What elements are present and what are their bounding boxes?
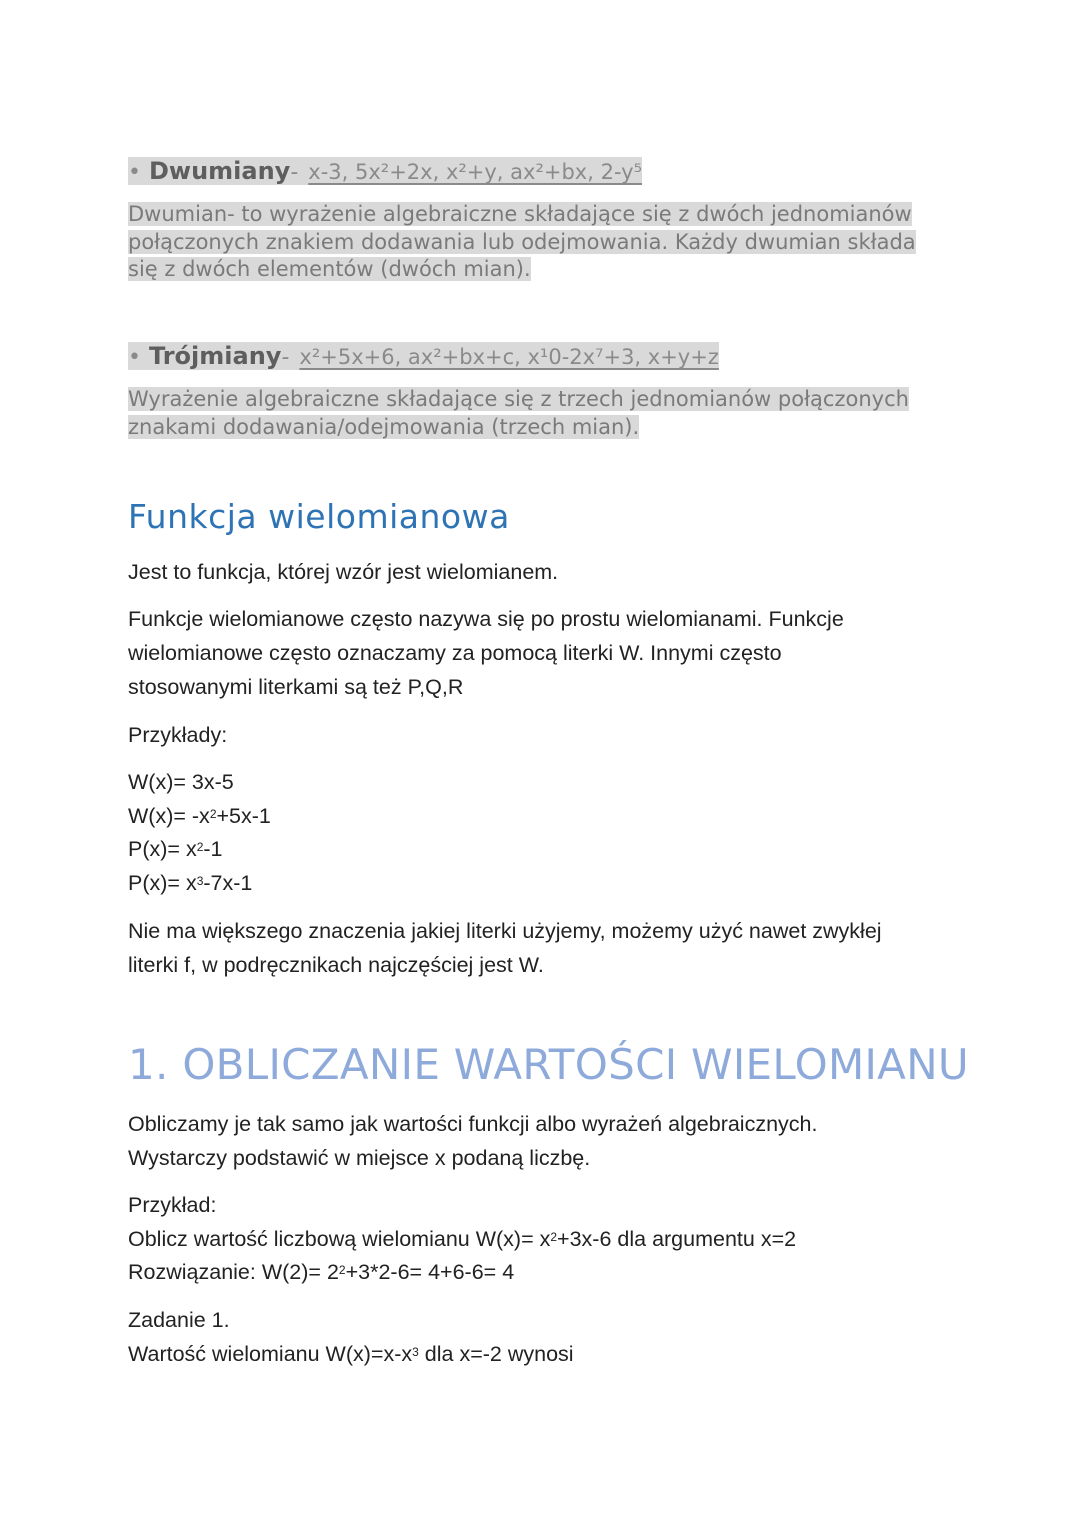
- definition-line: połączonych znakiem dodawania lub odejmowania. Każdy dwumian składa: [128, 229, 916, 254]
- examples-label: Przykłady:: [128, 723, 228, 747]
- funkcja-intro: Jest to funkcja, której wzór jest wielomianem.: [128, 560, 559, 584]
- obliczanie-heading: 1. OBLICZANIE WARTOŚCI WIELOMIANU: [128, 1040, 969, 1089]
- definition-line: Dwumian- to wyrażenie algebraiczne składające się z dwóch jednomianów: [128, 202, 912, 226]
- trojmiany-definition: [128, 386, 948, 441]
- bullet-icon: •: [128, 160, 141, 185]
- paragraph-line: stosowanymi literkami są też P,Q,R: [128, 675, 464, 699]
- example-formula: $P(x)= x^2-1$: [128, 837, 223, 861]
- dwumiany-term: Dwumiany: [148, 157, 291, 185]
- dwumiany-examples: x-3, 5x²+2x, x²+y, ax²+bx, 2-y⁵: [308, 160, 642, 184]
- example-formula: W(x)= 3x-5: [128, 770, 234, 794]
- funkcja-note: [128, 914, 948, 982]
- trojmiany-term: Trójmiany: [148, 342, 282, 370]
- paragraph-line: wielomianowe często oznaczamy za pomocą literki W. Innymi często: [128, 641, 782, 665]
- example-solution: Rozwiązanie: $W(2)= 2^2+3*2-6= 4+6-6= 4$: [128, 1260, 515, 1284]
- definition-line: znakami dodawania/odejmowania (trzech mian).: [128, 414, 640, 439]
- term-dash: -: [290, 160, 299, 185]
- dwumiany-definition: [128, 201, 948, 284]
- task-1: [128, 1304, 948, 1371]
- example-formula: $P(x)= x^3-7x-1$: [128, 870, 253, 895]
- definition-line: się z dwóch elementów (dwóch mian).: [128, 257, 531, 281]
- obliczanie-intro: [128, 1107, 948, 1175]
- dwumiany-term-line: [128, 157, 642, 185]
- paragraph-line: Funkcje wielomianowe często nazywa się po prostu wielomianami. Funkcje: [128, 607, 844, 631]
- task-text: Wartość wielomianu $W(x)=x-x^3$ dla x=-2 wynosi: [128, 1341, 574, 1366]
- bullet-icon: •: [128, 345, 141, 370]
- note-line: literki f, w podręcznikach najczęściej jest W.: [128, 953, 544, 977]
- funkcja-heading: Funkcja wielomianowa: [128, 497, 510, 536]
- intro-line: Wystarczy podstawić w miejsce x podaną liczbę.: [128, 1146, 591, 1170]
- example-formula: $W(x)= -x^2+5x-1$: [128, 803, 271, 828]
- definition-line: Wyrażenie algebraiczne składające się z trzech jednomianów połączonych: [128, 387, 909, 411]
- example-task: Oblicz wartość liczbową wielomianu $W(x)= x^2+3x-6$ dla argumentu x=2: [128, 1226, 797, 1251]
- term-dash: -: [281, 345, 290, 370]
- funkcja-paragraph: [128, 602, 948, 704]
- trojmiany-term-line: [128, 342, 719, 370]
- intro-line: Obliczamy je tak samo jak wartości funkcji albo wyrażeń algebraicznych.: [128, 1112, 818, 1136]
- task-label: Zadanie 1.: [128, 1308, 230, 1332]
- note-line: Nie ma większego znaczenia jakiej literki użyjemy, możemy użyć nawet zwykłej: [128, 919, 882, 943]
- example-label: Przykład:: [128, 1193, 217, 1217]
- examples-list: [128, 766, 948, 900]
- obliczanie-example: [128, 1189, 948, 1290]
- trojmiany-examples: x²+5x+6, ax²+bx+c, x¹0-2x⁷+3, x+y+z: [299, 345, 719, 369]
